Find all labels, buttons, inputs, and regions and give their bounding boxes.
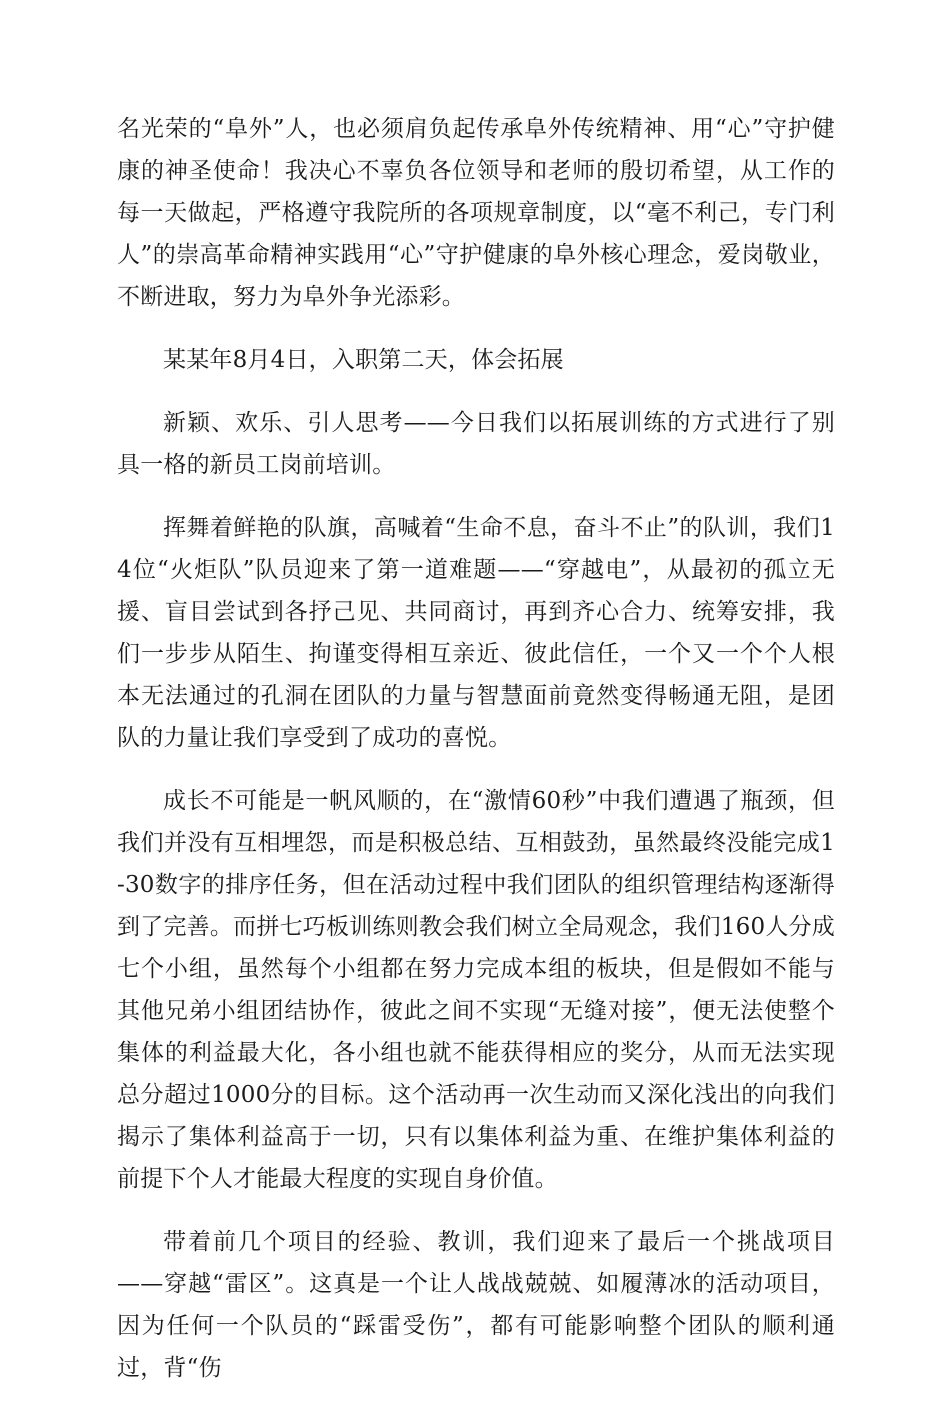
paragraph-team-challenge: 挥舞着鲜艳的队旗，高喊着“生命不息，奋斗不止”的队训，我们14位“火炬队”队员迎来了第一道难题——“穿越电”，从最初的孤立无援、盲目尝试到各抒己见、共同商讨，再到齐心合力、统筹安排，我们一步步从陌生、拘谨变得相互亲近、彼此信任，一个又一个个人根本无法通过的孔洞在团队的力量与智慧面前竟然变得畅通无阻，是团队的力量让我们享受到了成功的喜悦。 [117,515,835,751]
document-body [117,108,835,1410]
paragraph-continuation: 名光荣的“阜外”人，也必须肩负起传承阜外传统精神、用“心”守护健康的神圣使命！我决心不辜负各位领导和老师的殷切希望，从工作的每一天做起，严格遵守我院所的各项规章制度，以“毫不利己，专门利人”的崇高革命精神实践用“心”守护健康的阜外核心理念，爱岗敬业，不断进取，努力为阜外争光添彩。 [117,116,835,310]
paragraph-intro: 新颖、欢乐、引人思考——今日我们以拓展训练的方式进行了别具一格的新员工岗前培训。 [117,410,835,478]
paragraph-growth: 成长不可能是一帆风顺的，在“激情60秒”中我们遭遇了瓶颈，但我们并没有互相埋怨，而是积极总结、互相鼓劲，虽然最终没能完成1-30数字的排序任务，但在活动过程中我们团队的组织管理结构逐渐得到了完善。而拼七巧板训练则教会我们树立全局观念，我们160人分成七个小组，虽然每个小组都在努力完成本组的板块，但是假如不能与其他兄弟小组团结协作，彼此之间不实现“无缝对接”，便无法使整个集体的利益最大化，各小组也就不能获得相应的奖分，从而无法实现总分超过1000分的目标。这个活动再一次生动而又深化浅出的向我们揭示了集体利益高于一切，只有以集体利益为重、在维护集体利益的前提下个人才能最大程度的实现自身价值。 [117,788,835,1192]
paragraph-date-heading: 某某年8月4日，入职第二天，体会拓展 [163,347,564,373]
paragraph-minefield: 带着前几个项目的经验、教训，我们迎来了最后一个挑战项目——穿越“雷区”。这真是一个让人战战兢兢、如履薄冰的活动项目，因为任何一个队员的“踩雷受伤”，都有可能影响整个团队的顺利通过，背“伤 [117,1229,835,1381]
